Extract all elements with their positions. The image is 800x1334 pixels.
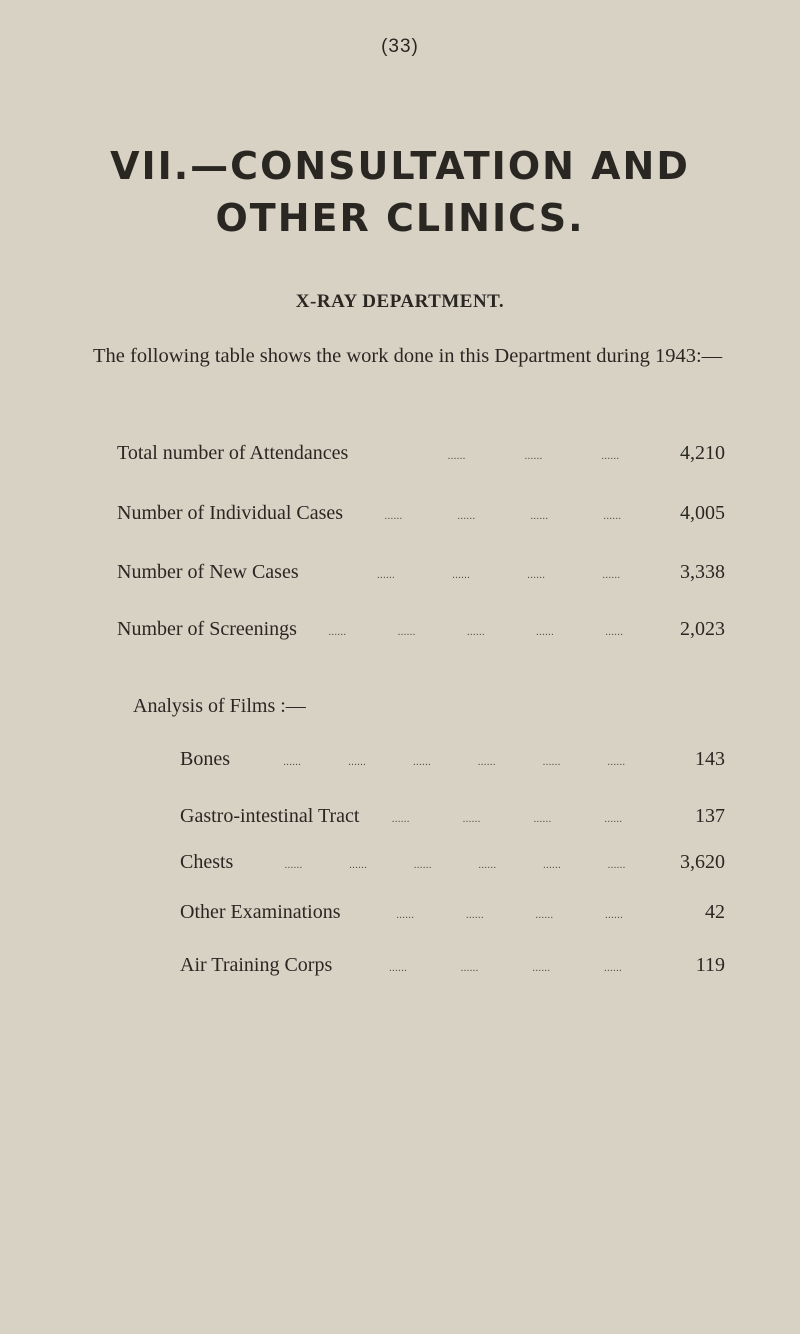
row-label: Chests [180,851,234,873]
analysis-row-other-examinations [180,901,725,924]
leader-dots: ...... ...... ...... ...... ...... ...... [284,860,626,871]
leader-dots: ...... ...... ...... [447,451,620,462]
analysis-row-gastro-intestinal-tract [180,805,725,828]
row-label: Total number of Attendances [117,442,349,464]
analysis-row-chests [180,851,725,874]
summary-row-individual-cases [117,502,725,525]
row-label: Number of New Cases [117,561,299,583]
row-label: Bones [180,748,230,770]
row-value: 42 [705,901,725,923]
leader-dots: ...... ...... ...... ...... [391,814,623,825]
row-label: Other Examinations [180,901,341,923]
row-label: Gastro-intestinal Tract [180,805,360,827]
row-label: Air Training Corps [180,954,333,976]
leader-dots: ...... ...... ...... ...... [384,511,622,522]
leader-dots: ...... ...... ...... ...... ...... [328,627,624,638]
leader-dots: ...... ...... ...... ...... [396,910,624,921]
analysis-row-bones [180,748,725,771]
title-line-2: OTHER CLINICS. [215,196,585,240]
leader-dots: ...... ...... ...... ...... [377,570,621,581]
page-title [0,140,800,244]
leader-dots: ...... ...... ...... ...... ...... ...... [283,757,626,768]
section-heading: X-RAY DEPARTMENT. [295,291,505,312]
row-value: 3,620 [680,851,725,873]
row-label: Number of Screenings [117,618,297,640]
title-line-1: VII.—CONSULTATION AND [110,144,690,188]
row-value: 4,005 [680,502,725,524]
leader-dots: ...... ...... ...... ...... [389,963,623,974]
row-label: Number of Individual Cases [117,502,344,524]
summary-row-new-cases [117,561,725,584]
row-value: 143 [695,748,725,770]
page-number: (33) [381,36,419,57]
row-value: 119 [695,954,725,976]
summary-row-screenings [117,618,725,641]
analysis-label: Analysis of Films :— [133,695,306,717]
analysis-row-air-training-corps [180,954,725,977]
row-value: 3,338 [680,561,725,583]
row-value: 4,210 [680,442,725,464]
intro-paragraph: The following table shows the work done in this Department during 1943:— [93,345,723,367]
row-value: 137 [695,805,725,827]
row-value: 2,023 [680,618,725,640]
summary-row-attendances [117,442,725,465]
